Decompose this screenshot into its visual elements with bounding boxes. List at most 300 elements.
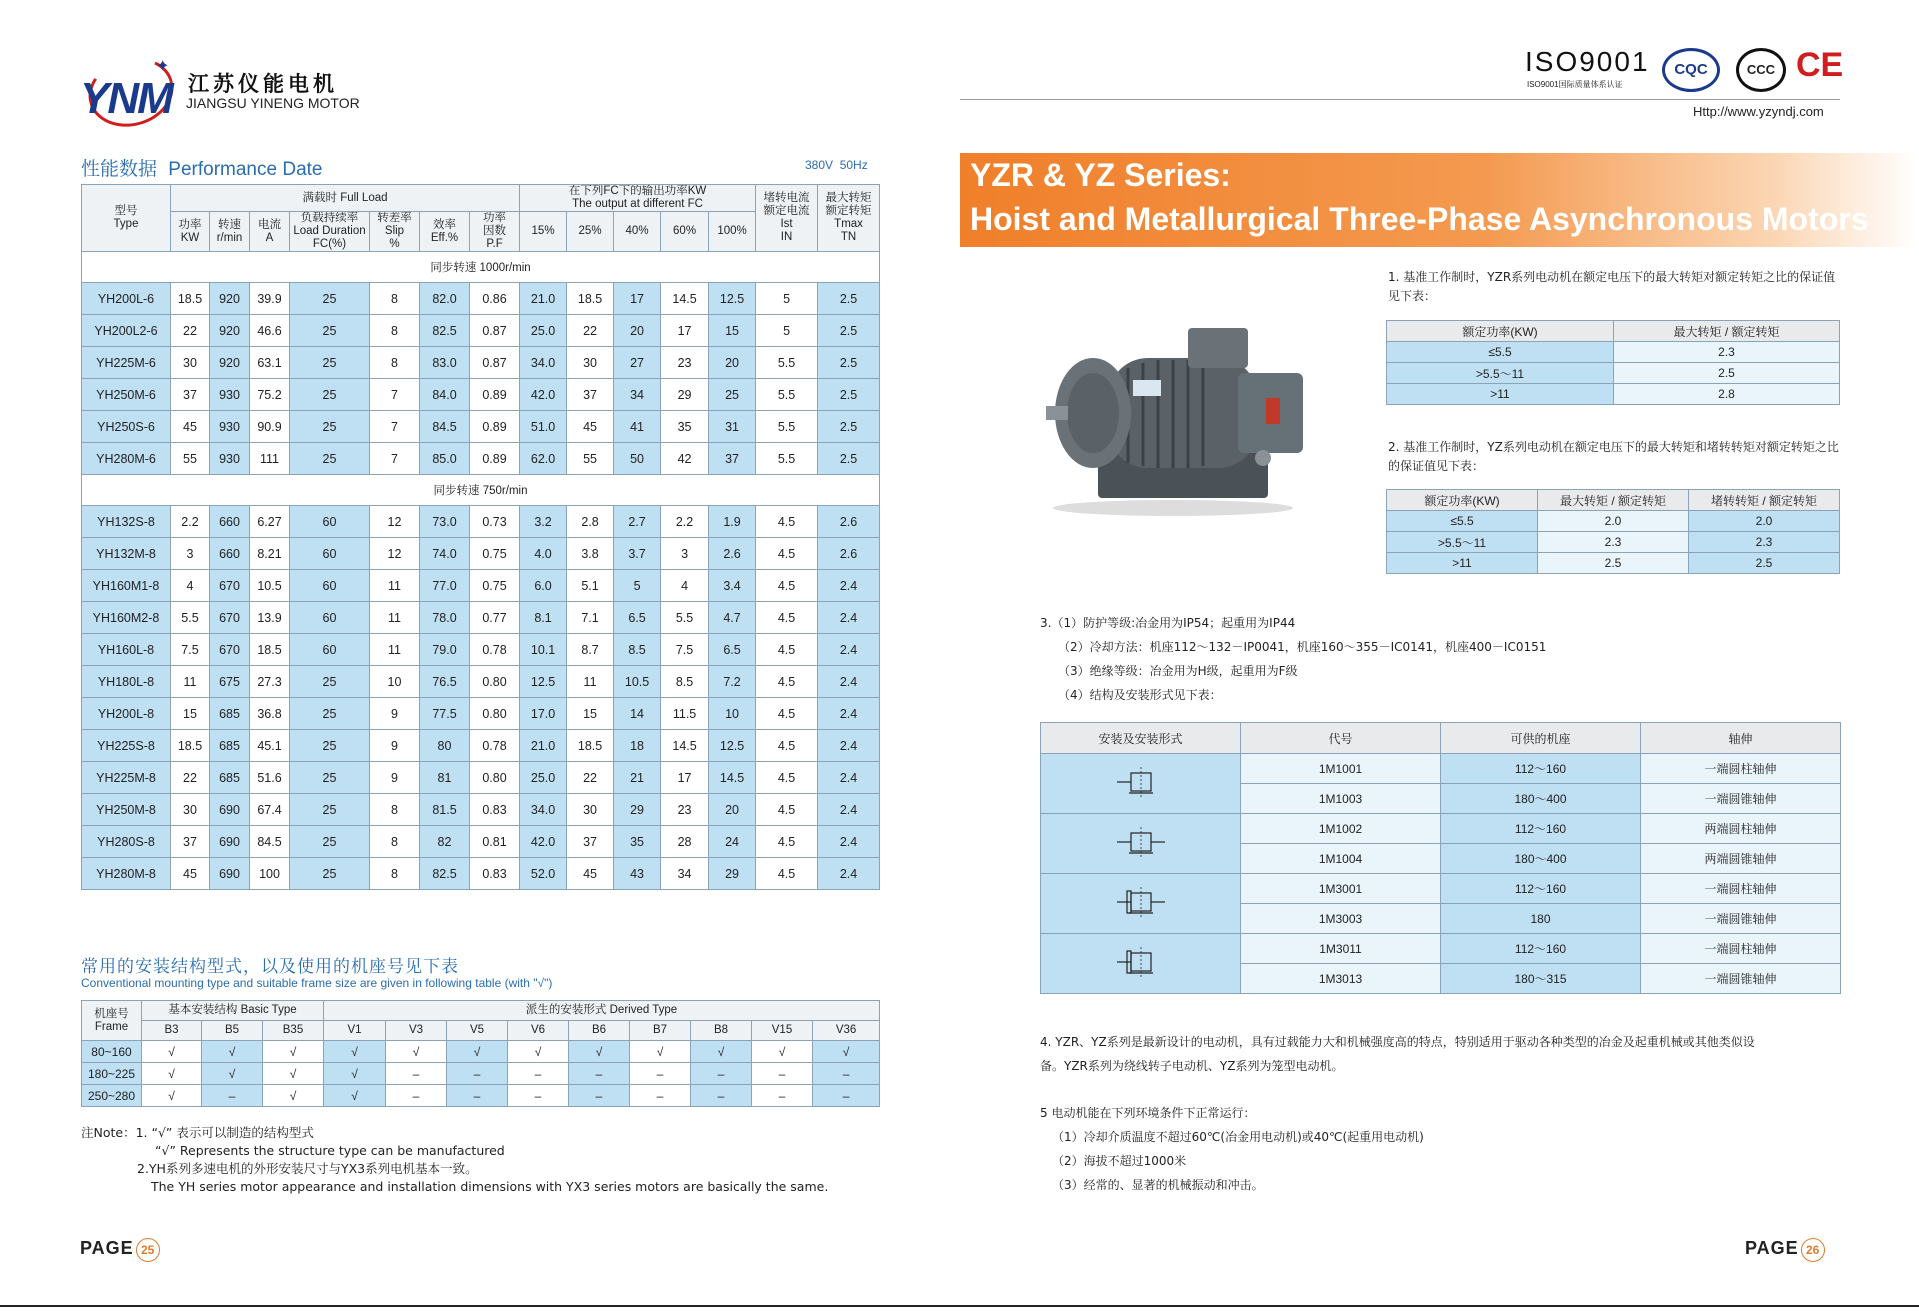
table-cell: 0.77 xyxy=(470,602,520,634)
table-cell: 84.5 xyxy=(250,826,290,858)
table-cell: 690 xyxy=(210,794,250,826)
frame-cell: 80~160 xyxy=(82,1041,142,1063)
company-logo xyxy=(80,74,172,124)
table-cell: 2.2 xyxy=(171,506,210,538)
table-cell: 2.0 xyxy=(1538,511,1689,532)
table-row xyxy=(82,762,880,794)
mount-cell: – xyxy=(813,1085,880,1107)
note-2-en: The YH series motor appearance and installation dimensions with YX3 series motors are basically the same. xyxy=(151,1179,829,1194)
table-cell: 42 xyxy=(661,443,709,475)
table-cell: 4.7 xyxy=(709,602,756,634)
table-cell: 15 xyxy=(709,315,756,347)
table-cell: 46.6 xyxy=(250,315,290,347)
table-cell: 112～160 xyxy=(1441,754,1641,784)
mount-col-header: B8 xyxy=(691,1021,752,1041)
table-cell: 一端圆柱轴伸 xyxy=(1641,934,1841,964)
table-cell: 25 xyxy=(290,379,370,411)
table-cell: 6.27 xyxy=(250,506,290,538)
table-cell: 21.0 xyxy=(520,283,567,315)
table-cell: 27 xyxy=(614,347,661,379)
table-cell: 2.5 xyxy=(1614,363,1840,384)
table-cell: 25 xyxy=(290,666,370,698)
mounting-diagram-icon xyxy=(1041,874,1241,934)
table-cell: 5 xyxy=(756,315,818,347)
spec-text-4 xyxy=(1040,1033,1755,1076)
table-cell: 670 xyxy=(210,602,250,634)
table-cell: 7.2 xyxy=(709,666,756,698)
table-cell: 4.5 xyxy=(756,570,818,602)
table-cell: 25 xyxy=(290,698,370,730)
mount-cell: – xyxy=(752,1085,813,1107)
spec-text-3 xyxy=(1040,614,1546,705)
table-cell: 2.5 xyxy=(818,315,880,347)
banner-line-1: YZR & YZ Series: xyxy=(970,157,1231,193)
table-row xyxy=(82,411,880,443)
table-cell: 20 xyxy=(709,347,756,379)
table-row xyxy=(82,506,880,538)
table-cell: 14.5 xyxy=(661,283,709,315)
table-cell: 35 xyxy=(614,826,661,858)
table-cell: 25.0 xyxy=(520,762,567,794)
model-cell: YH225M-8 xyxy=(82,762,171,794)
full-load-header: 满载时 Full Load xyxy=(171,185,520,212)
header-rule xyxy=(960,99,1840,100)
table-cell: 8 xyxy=(370,826,420,858)
table-cell: 180 xyxy=(1441,904,1641,934)
frame-cell: 180~225 xyxy=(82,1063,142,1085)
page-label: PAGE xyxy=(1745,1238,1799,1259)
table-cell: 78.0 xyxy=(420,602,470,634)
model-cell: YH160M1-8 xyxy=(82,570,171,602)
mount-cell: √ xyxy=(202,1063,263,1085)
voltage-label: 380V 50Hz xyxy=(805,158,868,172)
table-row xyxy=(1387,384,1840,405)
table-cell: 6.5 xyxy=(709,634,756,666)
table-row xyxy=(82,1085,880,1107)
table-row xyxy=(82,315,880,347)
t3-header-code: 代号 xyxy=(1241,723,1441,754)
table-cell: 9 xyxy=(370,762,420,794)
table-cell: 5 xyxy=(756,283,818,315)
model-cell: YH200L-6 xyxy=(82,283,171,315)
table-row xyxy=(1387,532,1840,553)
mount-col-header: V15 xyxy=(752,1021,813,1041)
table-cell: 930 xyxy=(210,411,250,443)
table-row xyxy=(1041,934,1841,964)
table-row xyxy=(82,602,880,634)
table-cell: 82 xyxy=(420,826,470,858)
table-cell: 3.8 xyxy=(567,538,614,570)
table-cell: 8 xyxy=(370,283,420,315)
mount-title-en: Conventional mounting type and suitable frame size are given in following table (with "√") xyxy=(81,976,553,990)
table-cell: 1M1004 xyxy=(1241,844,1441,874)
spec-3-line-2: （2）冷却方法：机座112～132－IP0041，机座160～355－IC0141，机座400－IC0151 xyxy=(1058,640,1547,654)
table-cell: 2.4 xyxy=(818,762,880,794)
spec-text-5 xyxy=(1040,1104,1424,1195)
table-cell: 45.1 xyxy=(250,730,290,762)
table-cell: 1.9 xyxy=(709,506,756,538)
mount-col-header: B6 xyxy=(569,1021,630,1041)
table-cell: 180～400 xyxy=(1441,844,1641,874)
table-cell: 25 xyxy=(290,794,370,826)
table-cell: 75.2 xyxy=(250,379,290,411)
mount-col-header: B3 xyxy=(142,1021,202,1041)
table-cell: 11 xyxy=(370,602,420,634)
spec-5-line-4: （3）经常的、显著的机械振动和冲击。 xyxy=(1052,1178,1264,1192)
table-cell: 25 xyxy=(290,443,370,475)
mount-cell: √ xyxy=(263,1085,324,1107)
table-cell: 0.83 xyxy=(470,858,520,890)
table-cell: 4.5 xyxy=(756,506,818,538)
table-cell: 2.4 xyxy=(818,634,880,666)
table-cell: 1M1003 xyxy=(1241,784,1441,814)
table-cell: 4.0 xyxy=(520,538,567,570)
frame-header: 机座号 Frame xyxy=(82,1001,142,1041)
output-header-cn: 在下列FC下的输出功率KW xyxy=(568,185,707,197)
model-cell: YH225M-6 xyxy=(82,347,171,379)
table-cell: 8.5 xyxy=(614,634,661,666)
table-cell: 37 xyxy=(567,826,614,858)
mount-cell: √ xyxy=(142,1085,202,1107)
table-cell: 930 xyxy=(210,379,250,411)
spec-4-line-2: 备。YZR系列为绕线转子电动机、YZ系列为笼型电动机。 xyxy=(1040,1059,1344,1073)
page-footer-right xyxy=(1745,1238,1825,1262)
mount-cell: √ xyxy=(324,1041,386,1063)
table-cell: 3 xyxy=(171,538,210,570)
table-cell: 690 xyxy=(210,826,250,858)
table-cell: 690 xyxy=(210,858,250,890)
mounting-diagram-icon xyxy=(1041,814,1241,874)
mount-cell: – xyxy=(508,1085,569,1107)
yz-torque-table xyxy=(1386,489,1840,574)
model-cell: YH250S-6 xyxy=(82,411,171,443)
table-cell: 2.5 xyxy=(818,379,880,411)
table-cell: 11 xyxy=(567,666,614,698)
mount-cell: √ xyxy=(142,1041,202,1063)
table-row xyxy=(82,698,880,730)
series-banner xyxy=(960,153,1919,247)
table-cell: 34.0 xyxy=(520,347,567,379)
derived-type-header: 派生的安装形式 Derived Type xyxy=(324,1001,880,1021)
spec-text-2: 2. 基准工作制时，YZ系列电动机在额定电压下的最大转矩和堵转转矩对额定转矩之比的保证值见下表： xyxy=(1388,440,1839,473)
table-cell: 930 xyxy=(210,443,250,475)
table-cell: 37 xyxy=(709,443,756,475)
model-cell: YH132M-8 xyxy=(82,538,171,570)
table-cell: 8 xyxy=(370,794,420,826)
right-page xyxy=(960,0,1919,1311)
logo-star-icon: ✦ xyxy=(156,58,170,75)
page-footer-left xyxy=(80,1238,160,1262)
table-cell: 13.9 xyxy=(250,602,290,634)
table-cell: 73.0 xyxy=(420,506,470,538)
table-cell: 34 xyxy=(614,379,661,411)
table-cell: 5.5 xyxy=(756,443,818,475)
table-cell: ≤5.5 xyxy=(1387,342,1614,363)
spec-text-1: 1. 基准工作制时，YZR系列电动机在额定电压下的最大转矩对额定转矩之比的保证值见下表： xyxy=(1388,270,1836,303)
table-row xyxy=(82,283,880,315)
table-cell: 82.5 xyxy=(420,858,470,890)
mount-cell: √ xyxy=(142,1063,202,1085)
fc-40-header: 40% xyxy=(614,212,661,252)
type-header xyxy=(82,185,171,252)
mount-cell: – xyxy=(508,1063,569,1085)
mount-cell: √ xyxy=(569,1041,630,1063)
table-cell: 30 xyxy=(567,347,614,379)
table-cell: 2.3 xyxy=(1614,342,1840,363)
table-row xyxy=(1387,511,1840,532)
table-cell: 11 xyxy=(370,634,420,666)
ccc-logo: CCC xyxy=(1736,48,1786,92)
table-row xyxy=(82,443,880,475)
t3-header-frame: 可供的机座 xyxy=(1441,723,1641,754)
table-cell: ≤5.5 xyxy=(1387,511,1538,532)
table-cell: 17 xyxy=(661,315,709,347)
table-cell: 22 xyxy=(171,762,210,794)
iso-logo: ISO9001 xyxy=(1525,46,1650,77)
table-cell: 5.5 xyxy=(661,602,709,634)
mount-cell: √ xyxy=(324,1085,386,1107)
model-cell: YH280M-8 xyxy=(82,858,171,890)
model-cell: YH225S-8 xyxy=(82,730,171,762)
table-cell: 920 xyxy=(210,315,250,347)
table-row xyxy=(82,634,880,666)
table-cell: 0.75 xyxy=(470,570,520,602)
table-cell: 55 xyxy=(567,443,614,475)
motor-image xyxy=(1038,318,1308,518)
table-cell: 55 xyxy=(171,443,210,475)
table-cell: 10.1 xyxy=(520,634,567,666)
table-cell: 0.83 xyxy=(470,794,520,826)
table-cell: 920 xyxy=(210,347,250,379)
table-cell: 22 xyxy=(171,315,210,347)
model-cell: YH280M-6 xyxy=(82,443,171,475)
table-cell: 一端圆锥轴伸 xyxy=(1641,784,1841,814)
table-cell: 2.4 xyxy=(818,570,880,602)
table-cell: 一端圆锥轴伸 xyxy=(1641,964,1841,994)
table-row xyxy=(82,347,880,379)
table-cell: 25 xyxy=(290,826,370,858)
table-cell: 37 xyxy=(171,379,210,411)
table-cell: >11 xyxy=(1387,384,1614,405)
table-cell: >5.5～11 xyxy=(1387,363,1614,384)
output-header xyxy=(520,185,756,212)
table-cell: 41 xyxy=(614,411,661,443)
mount-cell: √ xyxy=(752,1041,813,1063)
table-cell: 8 xyxy=(370,347,420,379)
table-cell: 18.5 xyxy=(250,634,290,666)
table-cell: 27.3 xyxy=(250,666,290,698)
table-cell: >5.5～11 xyxy=(1387,532,1538,553)
table-cell: 8.1 xyxy=(520,602,567,634)
model-cell: YH160L-8 xyxy=(82,634,171,666)
table-cell: 8.5 xyxy=(661,666,709,698)
table-cell: 685 xyxy=(210,698,250,730)
table-cell: 100 xyxy=(250,858,290,890)
table-cell: 660 xyxy=(210,538,250,570)
iso-subtitle: ISO9001国际质量体系认证 xyxy=(1527,80,1623,89)
table-cell: 0.80 xyxy=(470,698,520,730)
table-row xyxy=(82,538,880,570)
table-cell: 35 xyxy=(661,411,709,443)
model-cell: YH200L2-6 xyxy=(82,315,171,347)
table-cell: 4 xyxy=(661,570,709,602)
mount-cell: √ xyxy=(386,1041,447,1063)
table-cell: 2.4 xyxy=(818,698,880,730)
table-cell: 0.86 xyxy=(470,283,520,315)
table-cell: 60 xyxy=(290,538,370,570)
table-cell: 11 xyxy=(171,666,210,698)
table-cell: 1M3011 xyxy=(1241,934,1441,964)
table-cell: 60 xyxy=(290,634,370,666)
note-1-cn: 注Note：1. “√” 表示可以制造的结构型式 xyxy=(81,1125,314,1140)
table-cell: 60 xyxy=(290,570,370,602)
table-cell: 5.5 xyxy=(756,347,818,379)
table-cell: 0.80 xyxy=(470,762,520,794)
type-header-en: Type xyxy=(113,218,139,230)
mount-cell: – xyxy=(813,1063,880,1085)
table-cell: 9 xyxy=(370,698,420,730)
table-cell: 8 xyxy=(370,858,420,890)
table-cell: 112～160 xyxy=(1441,874,1641,904)
table-cell: 7.1 xyxy=(567,602,614,634)
table-cell: 2.6 xyxy=(709,538,756,570)
table-cell: 25 xyxy=(290,315,370,347)
table-cell: 34.0 xyxy=(520,794,567,826)
note-1-en: “√” Represents the structure type can be manufactured xyxy=(155,1143,505,1158)
spec-3-line-4: （4）结构及安装形式见下表： xyxy=(1058,688,1222,702)
table-cell: 0.75 xyxy=(470,538,520,570)
table-cell: 30 xyxy=(567,794,614,826)
table-cell: 8.7 xyxy=(567,634,614,666)
table-cell: 0.81 xyxy=(470,826,520,858)
output-header-en: The output at different FC xyxy=(572,198,703,210)
table-cell: 17.0 xyxy=(520,698,567,730)
mount-cell: √ xyxy=(813,1041,880,1063)
table-cell: 670 xyxy=(210,634,250,666)
mount-cell: – xyxy=(569,1085,630,1107)
table-cell: 25 xyxy=(290,283,370,315)
page-number: 26 xyxy=(1801,1238,1825,1262)
table-cell: 10.5 xyxy=(250,570,290,602)
table-cell: 15 xyxy=(567,698,614,730)
table-cell: 4.5 xyxy=(756,538,818,570)
table-cell: 0.89 xyxy=(470,443,520,475)
table-cell: 18.5 xyxy=(171,730,210,762)
table-row xyxy=(1041,754,1841,784)
fc-header: 负载持续率 Load Duration FC(%) xyxy=(290,212,370,252)
table-cell: 83.0 xyxy=(420,347,470,379)
table-cell: 8.21 xyxy=(250,538,290,570)
table-cell: 29 xyxy=(614,794,661,826)
mount-cell: √ xyxy=(202,1041,263,1063)
table-cell: 685 xyxy=(210,762,250,794)
mount-cell: √ xyxy=(508,1041,569,1063)
table-cell: 81.5 xyxy=(420,794,470,826)
table-cell: 23 xyxy=(661,347,709,379)
table-cell: 5.5 xyxy=(171,602,210,634)
table-cell: 18.5 xyxy=(567,283,614,315)
table-cell: 2.6 xyxy=(818,538,880,570)
mount-cell: – xyxy=(752,1063,813,1085)
note-2-cn: 2.YH系列多速电机的外形安装尺寸与YX3系列电机基本一致。 xyxy=(137,1161,478,1176)
mount-col-header: V36 xyxy=(813,1021,880,1041)
table-cell: 3.4 xyxy=(709,570,756,602)
eff-header: 效率 Eff.% xyxy=(420,212,470,252)
table-cell: 23 xyxy=(661,794,709,826)
table-cell: 74.0 xyxy=(420,538,470,570)
table-cell: 6.5 xyxy=(614,602,661,634)
table-cell: 0.89 xyxy=(470,411,520,443)
table-cell: 4.5 xyxy=(756,634,818,666)
mount-cell: – xyxy=(447,1085,508,1107)
spec-4-line-1: 4. YZR、YZ系列是最新设计的电动机，具有过载能力大和机械强度高的特点，特别适用于驱动各种类型的冶金及起重机械或其他类似设 xyxy=(1040,1035,1755,1049)
table-cell: 7 xyxy=(370,443,420,475)
mount-col-header: B5 xyxy=(202,1021,263,1041)
table-cell: 52.0 xyxy=(520,858,567,890)
fc-100-header: 100% xyxy=(709,212,756,252)
model-cell: YH160M2-8 xyxy=(82,602,171,634)
mount-cell: √ xyxy=(691,1041,752,1063)
table-cell: 7.5 xyxy=(171,634,210,666)
table-cell: 34 xyxy=(661,858,709,890)
table-cell: 18.5 xyxy=(567,730,614,762)
page-number: 25 xyxy=(136,1238,160,1262)
table-row xyxy=(1041,814,1841,844)
table-cell: 18 xyxy=(614,730,661,762)
table-cell: 670 xyxy=(210,570,250,602)
mount-cell: – xyxy=(202,1085,263,1107)
mount-cell: √ xyxy=(263,1063,324,1085)
table-cell: 20 xyxy=(614,315,661,347)
table-row xyxy=(82,570,880,602)
table-cell: 4.5 xyxy=(756,826,818,858)
company-name-cn: 江苏仪能电机 xyxy=(188,72,338,96)
t1-header-power: 额定功率(KW) xyxy=(1387,321,1614,342)
table-cell: 685 xyxy=(210,730,250,762)
table-cell: 82.0 xyxy=(420,283,470,315)
table-cell: 1M3013 xyxy=(1241,964,1441,994)
table-cell: 5.5 xyxy=(756,379,818,411)
mounting-table xyxy=(81,1000,880,1107)
table-cell: 3.2 xyxy=(520,506,567,538)
table-cell: 84.5 xyxy=(420,411,470,443)
table-cell: 22 xyxy=(567,762,614,794)
table-cell: 920 xyxy=(210,283,250,315)
t2-header-locked: 堵转转矩 / 额定转矩 xyxy=(1689,490,1840,511)
table-cell: 2.5 xyxy=(1689,553,1840,574)
table-cell: 28 xyxy=(661,826,709,858)
mount-cell: – xyxy=(691,1085,752,1107)
table-row xyxy=(82,826,880,858)
t2-header-power: 额定功率(KW) xyxy=(1387,490,1538,511)
table-cell: 0.87 xyxy=(470,347,520,379)
mount-col-header: V5 xyxy=(447,1021,508,1041)
table-cell: 51.6 xyxy=(250,762,290,794)
sync-row-750 xyxy=(82,475,880,506)
table-cell: 76.5 xyxy=(420,666,470,698)
table-row xyxy=(1387,342,1840,363)
model-cell: YH280S-8 xyxy=(82,826,171,858)
table-cell: 31 xyxy=(709,411,756,443)
basic-type-header: 基本安装结构 Basic Type xyxy=(142,1001,324,1021)
mount-cell: – xyxy=(386,1063,447,1085)
table-cell: 81 xyxy=(420,762,470,794)
spec-5-line-2: （1）冷却介质温度不超过60℃(冶金用电动机)或40℃(起重用电动机) xyxy=(1052,1130,1424,1144)
spec-5-line-1: 5 电动机能在下列环境条件下正常运行： xyxy=(1040,1106,1256,1120)
table-cell: 12.5 xyxy=(709,283,756,315)
table-cell: 2.5 xyxy=(1538,553,1689,574)
table-cell: 112～160 xyxy=(1441,934,1641,964)
